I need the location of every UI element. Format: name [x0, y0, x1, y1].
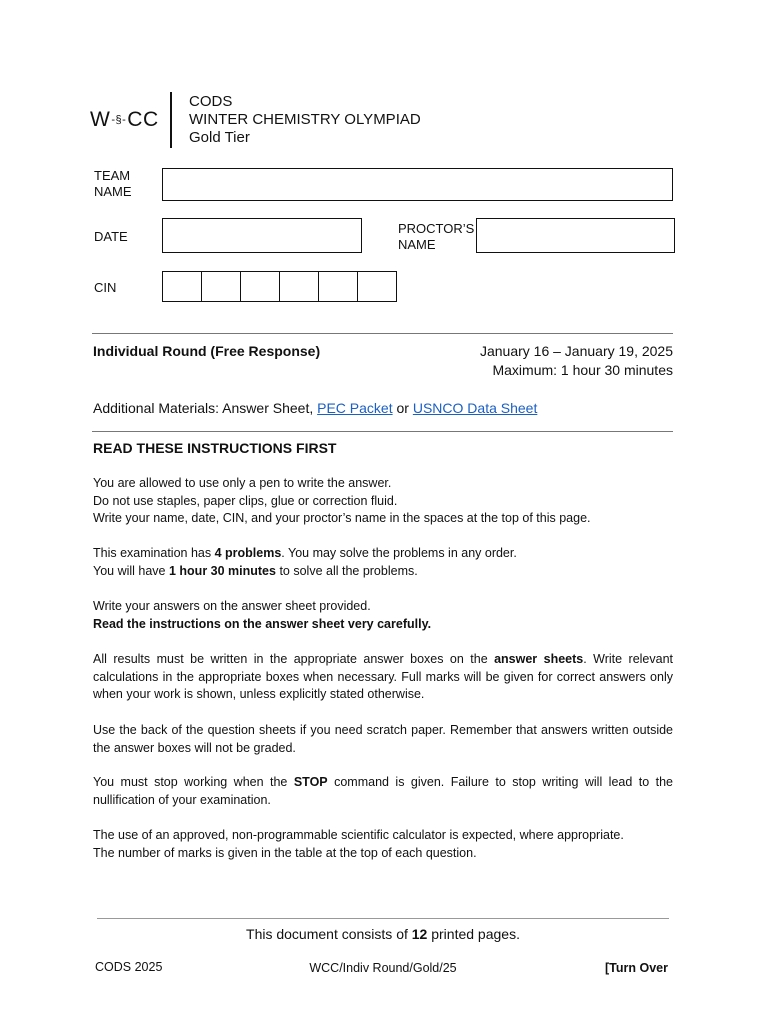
instruction-line: The number of marks is given in the table at the top of each question. [93, 845, 477, 860]
round-duration: Maximum: 1 hour 30 minutes [492, 362, 673, 378]
team-name-field[interactable] [162, 168, 673, 201]
round-title: Individual Round (Free Response) [93, 343, 321, 359]
instructions-rule [92, 431, 673, 432]
instruction-line: Do not use staples, paper clips, glue or correction fluid. [93, 493, 398, 508]
cin-label: CIN [94, 280, 117, 295]
cin-field-group [162, 271, 395, 302]
proctor-name-field[interactable] [476, 218, 675, 253]
cin-digit-cell[interactable] [318, 271, 358, 302]
instruction-line: The use of an approved, non-programmable scientific calculator is expected, where appropriate. [93, 828, 624, 842]
instructions-heading: READ THESE INSTRUCTIONS FIRST [93, 440, 337, 456]
text-span: . You may solve the problems in any order. [281, 546, 517, 560]
instruction-line: You are allowed to use only a pen to write the answer. [93, 476, 392, 490]
footer-left: CODS 2025 [95, 960, 163, 974]
additional-materials [93, 400, 537, 417]
instructions-paragraph-1 [93, 475, 673, 528]
materials-separator: or [392, 400, 413, 416]
round-dates: January 16 – January 19, 2025 [479, 343, 673, 359]
instructions-paragraph-3 [93, 598, 673, 633]
header-line-cods: CODS [189, 93, 233, 110]
proctor-label-line-2: NAME [398, 237, 436, 252]
cin-digit-cell[interactable] [162, 271, 202, 302]
cin-digit-cell[interactable] [279, 271, 319, 302]
text-span: This examination has [93, 546, 215, 560]
footer-rule [97, 918, 669, 919]
page-count-number: 12 [411, 926, 428, 942]
text-span: You will have [93, 563, 169, 578]
header-divider [170, 92, 172, 148]
footer-turn-over[interactable]: [Turn Over [605, 961, 668, 975]
answer-sheets-emphasis: answer sheets [494, 652, 584, 666]
proctor-label-line-1: PROCTOR’S [398, 221, 475, 236]
team-label-line-1: TEAM [94, 168, 131, 183]
problem-count: 4 problems [214, 546, 282, 560]
text-span: command is given. Failure to stop writing will lead to the nullification of your examination. [93, 775, 673, 807]
instruction-line: Write your answers on the answer sheet provided. [93, 599, 371, 613]
text-span: All results must be written in the appropriate answer boxes on the [93, 652, 495, 666]
date-field[interactable] [162, 218, 362, 253]
logo-text-cc: CC [127, 108, 159, 131]
cin-digit-cell[interactable] [201, 271, 241, 302]
stop-emphasis: STOP [293, 775, 328, 789]
instruction-line [93, 545, 673, 563]
instruction-line [93, 563, 673, 581]
page-count [97, 926, 669, 943]
text-span: . Write relevant calculations in the appropriate boxes when necessary. Full marks will be given for correct answers only when your work is shown, unless explicitly stated otherwise. [93, 652, 673, 702]
text-span: You must stop working when the [93, 775, 294, 789]
cin-digit-cell[interactable] [240, 271, 280, 302]
usnco-data-sheet-link[interactable]: USNCO Data Sheet [412, 400, 538, 416]
instructions-paragraph-4 [93, 651, 673, 704]
team-label-line-2: NAME [94, 184, 132, 199]
top-rule [92, 333, 673, 334]
cin-digit-cell[interactable] [357, 271, 397, 302]
footer-center: WCC/Indiv Round/Gold/25 [309, 961, 457, 975]
instructions-paragraph-6 [93, 774, 673, 809]
header-line-olympiad: WINTER CHEMISTRY OLYMPIAD [189, 111, 421, 128]
proctor-name-label [398, 221, 474, 253]
instruction-line: Read the instructions on the answer sheet very carefully. [93, 616, 432, 631]
wcc-logo [90, 108, 159, 132]
header-line-tier: Gold Tier [189, 129, 250, 146]
text-span: to solve all the problems. [275, 563, 418, 578]
team-name-label [94, 168, 132, 200]
time-limit: 1 hour 30 minutes [168, 563, 276, 578]
materials-prefix: Additional Materials: Answer Sheet, [93, 400, 318, 416]
pec-packet-link[interactable]: PEC Packet [317, 400, 393, 416]
date-label: DATE [94, 229, 128, 244]
instructions-paragraph-5: Use the back of the question sheets if you need scratch paper. Remember that answers written outside the answer boxes will not be graded. [93, 723, 673, 755]
instructions-paragraph-7 [93, 827, 673, 862]
logo-text-mid: -§- [111, 114, 127, 126]
text-span: printed pages. [427, 926, 520, 942]
instruction-line: Write your name, date, CIN, and your proctor’s name in the spaces at the top of this page. [93, 511, 591, 526]
logo-text-w: W [90, 108, 111, 131]
instructions-paragraph-2 [93, 545, 673, 580]
text-span: This document consists of [246, 926, 412, 942]
